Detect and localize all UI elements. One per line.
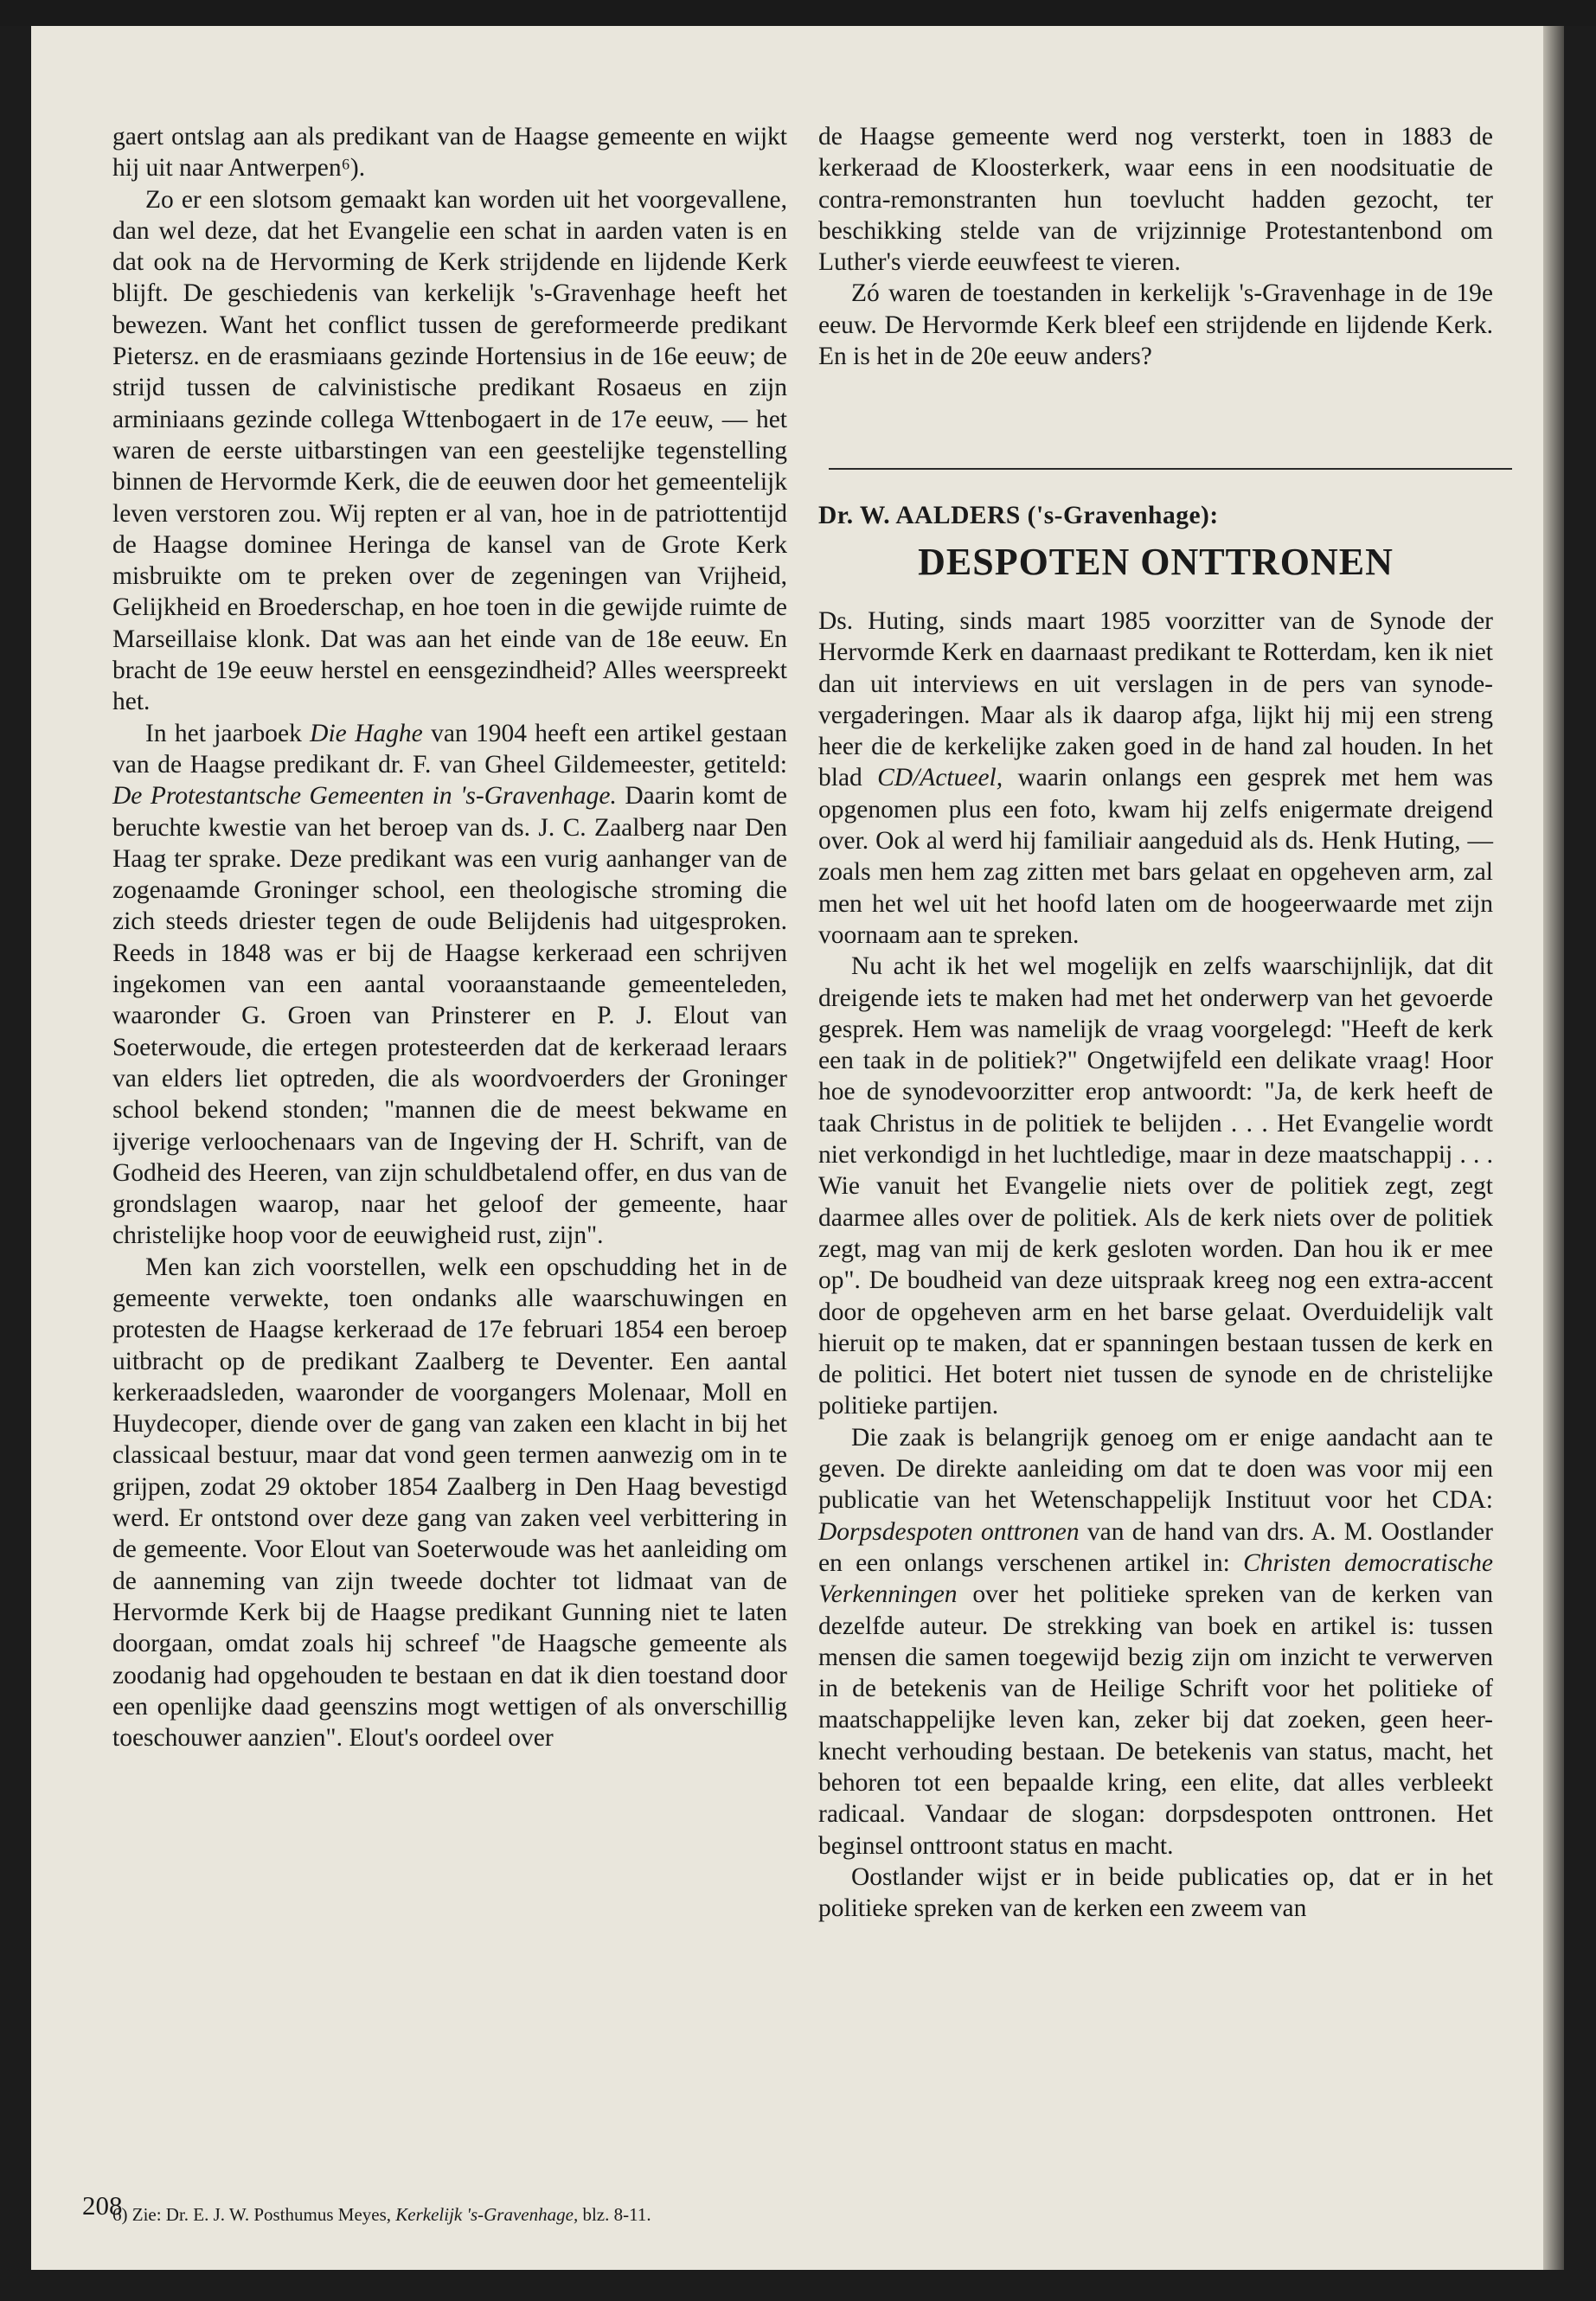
article-title: DESPOTEN ONTTRONEN bbox=[918, 541, 1394, 583]
left-paragraph-3-text-b: van 1904 heeft een artikel gestaan van de Haagse predikant dr. F. van Gheel Gildemeester, getiteld: bbox=[112, 719, 787, 779]
book-spine-shadow bbox=[1543, 26, 1564, 2270]
left-paragraph-3-text-a: In het jaarboek bbox=[145, 719, 311, 747]
left-paragraph-3 bbox=[112, 718, 787, 1252]
section-divider-rule bbox=[829, 468, 1512, 470]
article-paragraph-3 bbox=[818, 1422, 1493, 1862]
footnote-italic-title: Kerkelijk 's-Gravenhage, bbox=[395, 2204, 579, 2225]
article-byline: Dr. W. AALDERS ('s-Gravenhage): bbox=[818, 502, 1219, 529]
article-paragraph-3-italic-book: Dorpsdespoten onttronen bbox=[818, 1517, 1080, 1546]
left-paragraph-3-text-c: Daarin komt de beruchte kwestie van het beroep van ds. J. C. Zaalberg naar Den Haag ter sprake. Deze predikant was een vurig aanhanger van de zogenaamde Groninger school, een theologische stroming die zich steeds driester tegen de oude Belijdenis had uitgesproken. Reeds in 1848 was er bij de Haagse kerkeraad een schrijven ingekomen van een aantal vooraanstaande gemeenteleden, waaronder G. Groen van Prinsterer en P. J. Elout van Soeterwoude, die ertegen protesteerden dat de kerkeraad leraars van elders liet optreden, die als woordvoerders der Groninger school bekend stonden; "mannen die de meest bekwame en ijverige verloochenaars van de Ingeving der H. Schrift, van de Godheid des Heeren, van zijn schuldbetalend offer, en dus van de grondslagen waarop, naar het geloof der gemeente, haar christelijke hoop voor de eeuwigheid rust, zijn". bbox=[112, 782, 788, 1250]
right-paragraph-1: de Haagse gemeente werd nog versterkt, toen in 1883 de kerkeraad de Kloosterkerk, waar eens in een noodsituatie de contra-remonstranten hun toevlucht hadden gezocht, ter beschikking stelde van de vrijzinnige Protestantenbond om Luther's vierde eeuwfeest te vieren. bbox=[818, 123, 1493, 277]
article-paragraph-3-text-b: van de hand van drs. A. M. Oostlander en een onlangs verschenen artikel in: bbox=[818, 1517, 1494, 1577]
scan-top-edge bbox=[0, 0, 1596, 26]
footnote-text-b: blz. 8-11. bbox=[578, 2204, 651, 2225]
left-paragraph-4: Men kan zich voorstellen, welk een opschudding het in de gemeente verwekte, toen ondanks alle waarschuwingen en protesten de Haagse kerkeraad de 17e februari 1854 een beroep uitbracht op de predikant Zaalberg te Deventer. Een aantal kerkeraadsleden, waaronder de voorgangers Molenaar, Moll en Huydecoper, diende over de gang van zaken een klacht in bij het classicaal bestuur, maar dat vond geen termen aanwezig om in te grijpen, zodat 29 oktober 1854 Zaalberg in Den Haag bevestigd werd. Er ontstond over deze gang van zaken veel verbittering in de gemeente. Voor Elout van Soeterwoude was het aanleiding om de aanneming van zijn tweede dochter tot lidmaat van de Hervormde Kerk bij de Haagse predikant Gunning niet te laten doorgaan, omdat zoals hij schreef "de Haagsche gemeente als zoodanig had opgehouden te bestaan en dat ik dien toestand door een openlijke daad geenszins mogt wettigen of als onverschillig toeschouwer aanzien". Elout's oordeel over bbox=[112, 1253, 787, 1753]
left-paragraph-3-italic-die-haghe: Die Haghe bbox=[310, 719, 423, 747]
article-paragraph-1-text-a: Ds. Huting, sinds maart 1985 voorzitter van de Synode der Hervormde Kerk en daarnaast predikant te Rotterdam, ken ik niet dan uit interviews en uit verslagen in de pers van synode-vergaderingen. Maar als ik daarop afga, lijkt hij mij een streng heer die de kerkelijke zaken goed in de hand zal houden. In het blad bbox=[818, 607, 1493, 792]
left-paragraph-3-italic-title: De Protestantsche Gemeenten in 's-Gravenhage. bbox=[112, 782, 617, 811]
article-paragraph-4: Oostlander wijst er in beide publicaties op, dat er in het politieke spreken van de kerken een zweem van bbox=[818, 1862, 1493, 1923]
article-paragraph-3-italic-journal: Christen democratische Verkenningen bbox=[818, 1548, 1493, 1609]
article-body bbox=[818, 606, 1493, 1924]
article-paragraph-3-text-c: over het politieke spreken van de kerken van dezelfde auteur. De strekking van boek en artikel is: tussen mensen die samen toegewijd bezig zijn om inzicht te verwerven in de betekenis van de Heilige Schrift voor het politieke of maatschappelijke leven kan, zeker bij dat zoeken, geen heer-knecht verhouding bestaan. De betekenis van status, macht, het behoren tot een bepaalde kring, een elite, dat alles verbleekt radicaal. Vandaar de slogan: dorpsdespoten onttronen. Het beginsel onttroont status en macht. bbox=[818, 1580, 1493, 1860]
footnote bbox=[112, 2202, 787, 2227]
article-paragraph-3-text-a: Die zaak is belangrijk genoeg om er enige aandacht aan te geven. De direkte aanleiding om dat te doen was voor mij een publicatie van het Wetenschappelijk Instituut voor het CDA: bbox=[818, 1423, 1493, 1515]
right-paragraph-2: Zó waren de toestanden in kerkelijk 's-Gravenhage in de 19e eeuw. De Hervormde Kerk bleef een strijdende en lijdende Kerk. En is het in de 20e eeuw anders? bbox=[818, 279, 1493, 371]
right-column-continuation bbox=[818, 121, 1493, 372]
footnote-text-a: 6) Zie: Dr. E. J. W. Posthumus Meyes, bbox=[112, 2204, 396, 2225]
article-paragraph-1 bbox=[818, 606, 1493, 951]
left-paragraph-2: Zo er een slotsom gemaakt kan worden uit het voorgevallene, dan wel deze, dat het Evangelie een schat in aarden vaten is en dat ook na de Hervorming de Kerk strijdende en lijdende Kerk blijft. De geschiedenis van kerkelijk 's-Gravenhage heeft het bewezen. Want het conflict tussen de gereformeerde predikant Pietersz. en de erasmiaans gezinde Hortensius in de 16e eeuw; de strijd tussen de calvinistische predikant Rosaeus en zijn arminiaans gezinde collega Wttenbogaert in de 17e eeuw, — het waren de eerste uitbarstingen van een geestelijke tegenstelling binnen de Hervormde Kerk, die de eeuwen door het gemeentelijk leven verstoren zou. Wij repten er al van, hoe in de patriottentijd de Haagse dominee Heringa de kansel van de Grote Kerk misbruikte om te preken over de zegeningen van Vrijheid, Gelijkheid en Broederschap, en hoe toen in die gewijde ruimte de Marseillaise klonk. Dat was aan het einde van de 18e eeuw. En bracht de 19e eeuw herstel en eensgezindheid? Alles weerspreekt het. bbox=[112, 185, 787, 716]
page-number: 208 bbox=[82, 2190, 123, 2221]
article-paragraph-1-text-b: waarin onlangs een gesprek met hem was opgenomen plus een foto, kwam hij zelfs enigermate dreigend over. Ook al werd hij familiair aangeduid als ds. Henk Huting, — zoals men hem zag zitten met bars gelaat en opgeheven arm, zal men het wel uit het hoofd laten om de hoogeerwaarde met zijn voornaam aan te spreken. bbox=[818, 764, 1493, 949]
article-paragraph-1-italic-cd-actueel: CD/Actueel, bbox=[877, 764, 1003, 792]
left-column bbox=[112, 121, 787, 1753]
article-paragraph-2: Nu acht ik het wel mogelijk en zelfs waarschijnlijk, dat dit dreigende iets te maken had met het onderwerp van het gevoerde gesprek. Hem was namelijk de vraag voorgelegd: "Heeft de kerk een taak in de politiek?" Ongetwijfeld een delikate vraag! Hoor hoe de synodevoorzitter erop antwoordt: "Ja, de kerk heeft de taak Christus in de politiek te belijden . . . Het Evangelie wordt niet verkondigd in het luchtledige, maar in deze maatschappij . . . Wie vanuit het Evangelie niets over de politiek zegt, zegt daarmee alles over de politiek. Als de kerk niets over de politiek zegt, mag van mij de kerk gesloten worden. Dan hou ik er mee op". De boudheid van deze uitspraak kreeg nog een extra-accent door de opgeheven arm en het barse gelaat. Overduidelijk valt hieruit op te maken, dat er spanningen bestaan tussen de kerk en de politici. Het botert niet tussen de synode en de christelijke politieke partijen. bbox=[818, 952, 1493, 1420]
left-paragraph-1: gaert ontslag aan als predikant van de Haagse gemeente en wijkt hij uit naar Antwerpen⁶). bbox=[112, 123, 787, 183]
